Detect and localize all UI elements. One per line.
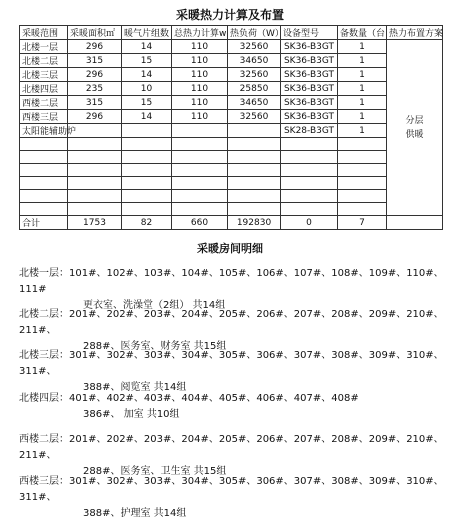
room-group-line: 288#、医务室、财务室 共15组 bbox=[83, 341, 227, 352]
col-header-radiators: 暖气片组数 bbox=[122, 26, 172, 40]
cell-area: 296 bbox=[68, 40, 122, 54]
room-group bbox=[19, 391, 449, 423]
table-row bbox=[20, 68, 443, 82]
cell-heat-calc: 110 bbox=[172, 54, 228, 68]
heating-table bbox=[19, 25, 443, 230]
cell-heat-calc: 110 bbox=[172, 68, 228, 82]
cell-heat-load: 25850 bbox=[228, 82, 281, 96]
table-row-empty bbox=[20, 151, 443, 164]
table-row bbox=[20, 40, 443, 54]
cell-heat-calc: 110 bbox=[172, 96, 228, 110]
cell-heat-load: 34650 bbox=[228, 96, 281, 110]
cell-area: 315 bbox=[68, 54, 122, 68]
table-row-empty bbox=[20, 164, 443, 177]
room-group-line: 388#、阅览室 共14组 bbox=[83, 382, 187, 393]
room-group-line: 388#、护理室 共14组 bbox=[83, 508, 187, 519]
cell-radiators: 14 bbox=[122, 68, 172, 82]
room-group bbox=[19, 474, 449, 522]
cell-quantity: 1 bbox=[338, 54, 387, 68]
section-subtitle: 采暖房间明细 bbox=[197, 242, 263, 255]
table-total-row bbox=[20, 216, 443, 230]
cell-radiators bbox=[122, 124, 172, 138]
table-row bbox=[20, 82, 443, 96]
table-row-empty bbox=[20, 203, 443, 216]
cell-quantity: 1 bbox=[338, 110, 387, 124]
cell-radiators: 10 bbox=[122, 82, 172, 96]
table-row-empty bbox=[20, 138, 443, 151]
room-group-line: 西楼二层：201#、202#、203#、204#、205#、206#、207#、208#、209#、210#、211#、 bbox=[19, 434, 444, 461]
col-header-area: 采暖面积㎡ bbox=[68, 26, 122, 40]
cell-quantity: 1 bbox=[338, 68, 387, 82]
cell-range: 西楼二层 bbox=[20, 96, 68, 110]
cell-heat-load: 32560 bbox=[228, 110, 281, 124]
cell-heat-calc: 110 bbox=[172, 110, 228, 124]
cell-model: SK36-B3GT bbox=[281, 82, 338, 96]
cell-area: 315 bbox=[68, 96, 122, 110]
room-group-line: 288#、医务室、卫生室 共15组 bbox=[83, 466, 227, 477]
cell-model: SK36-B3GT bbox=[281, 110, 338, 124]
table-row-empty bbox=[20, 177, 443, 190]
cell-radiators: 15 bbox=[122, 54, 172, 68]
cell-radiators: 15 bbox=[122, 96, 172, 110]
cell-heat-calc: 110 bbox=[172, 40, 228, 54]
plan-line-1: 分层 bbox=[405, 115, 424, 126]
cell-range: 西楼三层 bbox=[20, 110, 68, 124]
cell-area: 235 bbox=[68, 82, 122, 96]
cell-plan bbox=[387, 40, 443, 216]
room-group-line: 北楼二层：201#、202#、203#、204#、205#、206#、207#、208#、209#、210#、211#、 bbox=[19, 309, 444, 336]
room-group bbox=[19, 432, 449, 480]
total-label: 合计 bbox=[20, 216, 68, 230]
cell-model: SK36-B3GT bbox=[281, 96, 338, 110]
cell-radiators: 14 bbox=[122, 40, 172, 54]
cell-quantity: 1 bbox=[338, 96, 387, 110]
total-heat-calc: 660 bbox=[172, 216, 228, 230]
room-group-line: 北楼四层：401#、402#、403#、404#、405#、406#、407#、408# bbox=[19, 393, 359, 404]
cell-heat-load: 32560 bbox=[228, 68, 281, 82]
cell-quantity: 1 bbox=[338, 40, 387, 54]
cell-range: 北楼一层 bbox=[20, 40, 68, 54]
room-group-line: 北楼三层：301#、302#、303#、304#、305#、306#、307#、308#、309#、310#、311#、 bbox=[19, 350, 444, 377]
total-model: 0 bbox=[281, 216, 338, 230]
cell-heat-calc bbox=[172, 124, 228, 138]
col-header-model: 设备型号 bbox=[281, 26, 338, 40]
room-group-line: 更衣室、洗澡堂（2组） 共14组 bbox=[83, 300, 226, 311]
cell-area: 296 bbox=[68, 110, 122, 124]
cell-heat-load bbox=[228, 124, 281, 138]
cell-area: 296 bbox=[68, 68, 122, 82]
table-row bbox=[20, 110, 443, 124]
cell-range: 北楼二层 bbox=[20, 54, 68, 68]
cell-range: 北楼四层 bbox=[20, 82, 68, 96]
cell-quantity: 1 bbox=[338, 82, 387, 96]
total-heat-load: 192830 bbox=[228, 216, 281, 230]
col-header-plan: 热力布置方案 bbox=[387, 26, 443, 40]
col-header-quantity: 备数量（台 bbox=[338, 26, 387, 40]
room-group bbox=[19, 348, 449, 396]
cell-heat-load: 34650 bbox=[228, 54, 281, 68]
cell-model: SK36-B3GT bbox=[281, 68, 338, 82]
cell-heat-load: 32560 bbox=[228, 40, 281, 54]
cell-model: SK36-B3GT bbox=[281, 40, 338, 54]
cell-quantity: 1 bbox=[338, 124, 387, 138]
col-header-heat-calc: 总热力计算w bbox=[172, 26, 228, 40]
col-header-range: 采暖范围 bbox=[20, 26, 68, 40]
cell-heat-calc: 110 bbox=[172, 82, 228, 96]
cell-range: 太阳能辅助炉 bbox=[20, 124, 68, 138]
cell-radiators: 14 bbox=[122, 110, 172, 124]
room-group-line: 386#、 加室 共10组 bbox=[83, 409, 180, 420]
plan-line-2: 供暖 bbox=[405, 129, 424, 140]
cell-model: SK36-B3GT bbox=[281, 54, 338, 68]
table-row bbox=[20, 124, 443, 138]
table-row-empty bbox=[20, 190, 443, 203]
cell-range: 北楼三层 bbox=[20, 68, 68, 82]
total-radiators: 82 bbox=[122, 216, 172, 230]
total-quantity: 7 bbox=[338, 216, 387, 230]
total-area: 1753 bbox=[68, 216, 122, 230]
room-group-line: 西楼三层：301#、302#、303#、304#、305#、306#、307#、308#、309#、310#、311#、 bbox=[19, 476, 444, 503]
col-header-heat-load: 热负荷（W） bbox=[228, 26, 281, 40]
table-header-row bbox=[20, 26, 443, 40]
cell-model: SK28-B3GT bbox=[281, 124, 338, 138]
page-title: 采暖热力计算及布置 bbox=[175, 8, 284, 22]
room-group-line: 北楼一层：101#、102#、103#、104#、105#、106#、107#、108#、109#、110#、111# bbox=[19, 268, 444, 295]
table-row bbox=[20, 96, 443, 110]
table-row bbox=[20, 54, 443, 68]
